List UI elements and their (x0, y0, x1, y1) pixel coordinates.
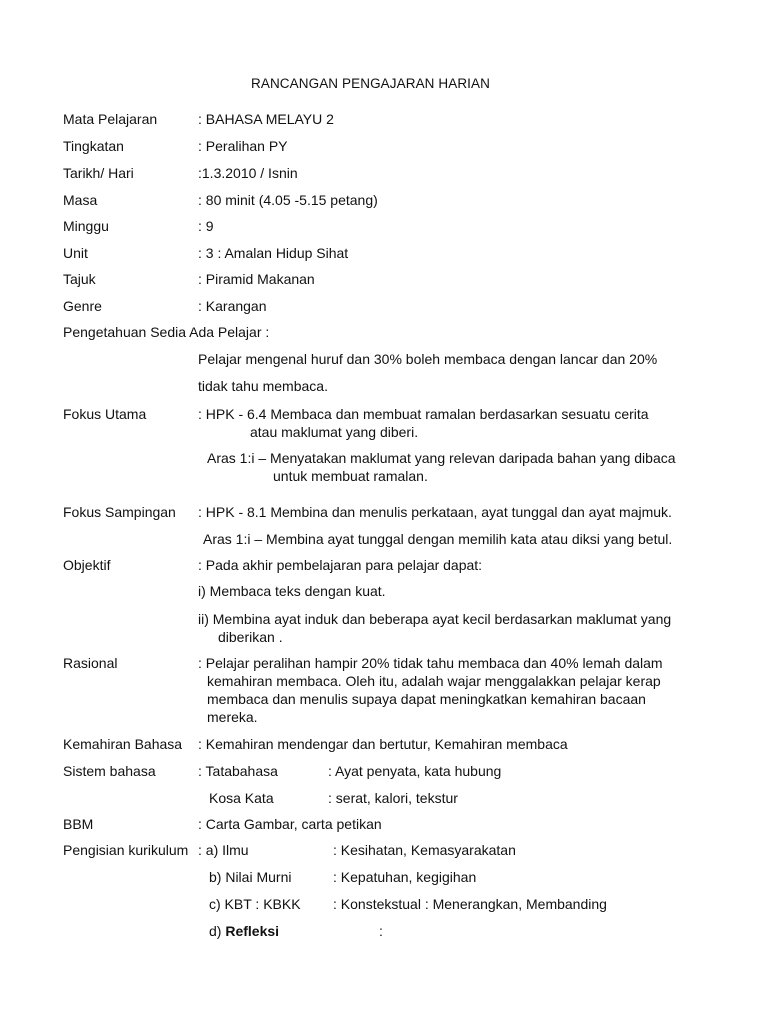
tingkatan-value: : Peralihan PY (198, 138, 288, 154)
genre-label: Genre (63, 298, 102, 314)
kosa-kata-value: : serat, kalori, tekstur (328, 790, 458, 806)
pengisian-b-value: : Kepatuhan, kegigihan (333, 869, 477, 885)
pengisian-c-label: c) KBT : KBKK (209, 896, 301, 912)
pengetahuan-label: Pengetahuan Sedia Ada Pelajar : (63, 324, 270, 340)
pengisian-d-value: : (379, 923, 383, 939)
masa-value: : 80 minit (4.05 -5.15 petang) (198, 192, 378, 208)
document-title: RANCANGAN PENGAJARAN HARIAN (251, 76, 490, 91)
unit-label: Unit (63, 245, 88, 261)
tatabahasa-label: : Tatabahasa (198, 763, 278, 779)
fokus-sampingan-line: : HPK - 8.1 Membina dan menulis perkataan, ayat tunggal dan ayat majmuk. (198, 504, 672, 520)
objektif-item: ii) Membina ayat induk dan beberapa ayat kecil berdasarkan maklumat yang (198, 611, 672, 627)
objektif-label: Objektif (63, 557, 111, 573)
sistem-bahasa-label: Sistem bahasa (63, 763, 156, 779)
bbm-value: : Carta Gambar, carta petikan (198, 816, 382, 832)
rasional-line: mereka. (207, 709, 258, 725)
kemahiran-label: Kemahiran Bahasa (63, 736, 183, 752)
bbm-label: BBM (63, 816, 94, 832)
fokus-utama-label: Fokus Utama (63, 406, 147, 422)
tajuk-label: Tajuk (63, 271, 96, 287)
pengetahuan-line: Pelajar mengenal huruf dan 30% boleh membaca dengan lancar dan 20% (198, 351, 658, 367)
mata-pelajaran-value: : BAHASA MELAYU 2 (198, 111, 334, 127)
unit-value: : 3 : Amalan Hidup Sihat (198, 245, 349, 261)
rasional-line: membaca dan menulis supaya dapat meningkatkan kemahiran bacaan (207, 691, 646, 707)
refleksi-heading: Refleksi (225, 923, 280, 939)
tingkatan-label: Tingkatan (63, 138, 124, 154)
pengisian-a-label: : a) Ilmu (198, 842, 249, 858)
masa-label: Masa (63, 192, 98, 208)
fokus-utama-aras: untuk membuat ramalan. (273, 468, 428, 484)
minggu-label: Minggu (63, 218, 109, 234)
fokus-sampingan-label: Fokus Sampingan (63, 504, 176, 520)
fokus-sampingan-aras: Aras 1:i – Membina ayat tunggal dengan memilih kata atau diksi yang betul. (203, 531, 673, 547)
kemahiran-value: : Kemahiran mendengar dan bertutur, Kemahiran membaca (198, 736, 568, 752)
objektif-item: i) Membaca teks dengan kuat. (198, 583, 386, 599)
pengisian-c-value: : Konstekstual : Menerangkan, Membanding (333, 896, 607, 912)
minggu-value: : 9 (198, 218, 214, 234)
pengetahuan-line: tidak tahu membaca. (198, 378, 328, 394)
objektif-intro: : Pada akhir pembelajaran para pelajar dapat: (198, 557, 483, 573)
pengisian-a-value: : Kesihatan, Kemasyarakatan (333, 842, 516, 858)
pengisian-d-label (209, 922, 279, 940)
tarikh-label: Tarikh/ Hari (63, 165, 134, 181)
objektif-item: diberikan . (218, 629, 283, 645)
fokus-utama-line: atau maklumat yang diberi. (250, 424, 419, 440)
kosa-kata-label: Kosa Kata (209, 790, 274, 806)
tajuk-value: : Piramid Makanan (198, 271, 315, 287)
rasional-line: kemahiran membaca. Oleh itu, adalah wajar menggalakkan pelajar kerap (207, 673, 661, 689)
genre-value: : Karangan (198, 298, 267, 314)
tatabahasa-value: : Ayat penyata, kata hubung (328, 763, 502, 779)
fokus-utama-line: : HPK - 6.4 Membaca dan membuat ramalan berdasarkan sesuatu cerita (198, 406, 649, 422)
tarikh-value: :1.3.2010 / Isnin (198, 165, 298, 181)
pengisian-b-label: b) Nilai Murni (209, 869, 292, 885)
pengisian-d-prefix: d) (209, 923, 226, 939)
pengisian-label: Pengisian kurikulum (63, 842, 189, 858)
fokus-utama-aras: Aras 1:i – Menyatakan maklumat yang relevan daripada bahan yang dibaca (207, 450, 676, 466)
rasional-label: Rasional (63, 655, 118, 671)
mata-pelajaran-label: Mata Pelajaran (63, 111, 158, 127)
rasional-line: : Pelajar peralihan hampir 20% tidak tahu membaca dan 40% lemah dalam (198, 655, 663, 671)
